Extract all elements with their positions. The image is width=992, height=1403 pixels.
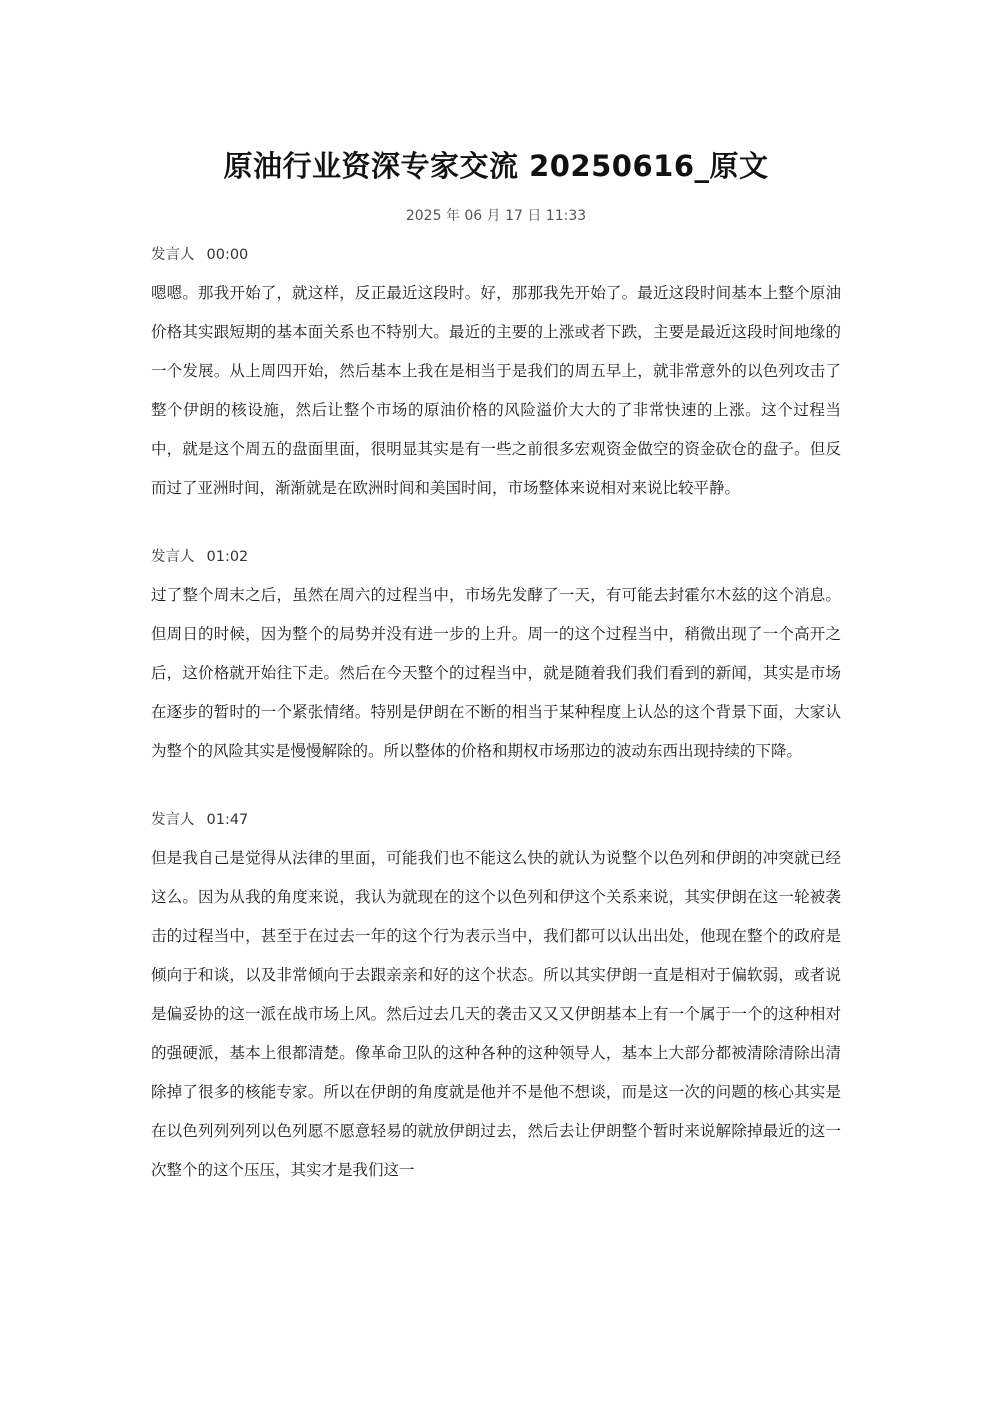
transcript-section bbox=[151, 547, 841, 771]
speaker-label: 发言人 bbox=[151, 247, 195, 263]
speaker-header bbox=[151, 810, 841, 830]
transcript-paragraph: 但是我自己是觉得从法律的里面，可能我们也不能这么快的就认为说整个以色列和伊朗的冲突就已经这么。因为从我的角度来说，我认为就现在的这个以色列和伊这个关系来说，其实伊朗在这一轮被袭击的过程当中，甚至于在过去一年的这个行为表示当中，我们都可以认出出处，他现在整个的政府是倾向于和谈，以及非常倾向于去跟亲亲和好的这个状态。所以其实伊朗一直是相对于偏软弱，或者说是偏妥协的这一派在战市场上风。然后过去几天的袭击又又又伊朗基本上有一个属于一个的这种相对的强硬派，基本上很都清楚。像革命卫队的这种各种的这种领导人，基本上大部分都被清除清除出清除掉了很多的核能专家。所以在伊朗的角度就是他并不是他不想谈，而是这一次的问题的核心其实是在以色列列列列以色列愿不愿意轻易的就放伊朗过去，然后去让伊朗整个暂时来说解除掉最近的这一次整个的这个压压，其实才是我们这一 bbox=[151, 849, 841, 1179]
transcript-section bbox=[151, 245, 841, 508]
speaker-timestamp: 01:02 bbox=[206, 549, 249, 565]
speaker-timestamp: 01:47 bbox=[206, 812, 249, 828]
transcript-body bbox=[151, 245, 841, 1190]
transcript-paragraph: 过了整个周末之后，虽然在周六的过程当中，市场先发酵了一天，有可能去封霍尔木兹的这个消息。但周日的时候，因为整个的局势并没有进一步的上升。周一的这个过程当中，稍微出现了一个高开之后，这价格就开始往下走。然后在今天整个的过程当中，就是随着我们我们看到的新闻，其实是市场在逐步的暂时的一个紧张情绪。特别是伊朗在不断的相当于某种程度上认怂的这个背景下面，大家认为整个的风险其实是慢慢解除的。所以整体的价格和期权市场那边的波动东西出现持续的下降。 bbox=[151, 586, 841, 760]
speaker-label: 发言人 bbox=[151, 549, 195, 565]
document-title: 原油行业资深专家交流 20250616_原文 bbox=[223, 149, 769, 183]
document-date: 2025 年 06 月 17 日 11:33 bbox=[405, 208, 587, 224]
transcript-paragraph: 嗯嗯。那我开始了，就这样，反正最近这段时。好，那那我先开始了。最近这段时间基本上整个原油价格其实跟短期的基本面关系也不特别大。最近的主要的上涨或者下跌，主要是最近这段时间地缘的一个发展。从上周四开始，然后基本上我在是相当于是我们的周五早上，就非常意外的以色列攻击了整个伊朗的核设施，然后让整个市场的原油价格的风险溢价大大的了非常快速的上涨。这个过程当中，就是这个周五的盘面里面，很明显其实是有一些之前很多宏观资金做空的资金砍仓的盘子。但反而过了亚洲时间，渐渐就是在欧洲时间和美国时间，市场整体来说相对来说比较平静。 bbox=[151, 284, 841, 497]
speaker-header bbox=[151, 245, 841, 265]
transcript-section bbox=[151, 810, 841, 1190]
speaker-header bbox=[151, 547, 841, 567]
speaker-timestamp: 00:00 bbox=[206, 247, 249, 263]
speaker-label: 发言人 bbox=[151, 812, 195, 828]
